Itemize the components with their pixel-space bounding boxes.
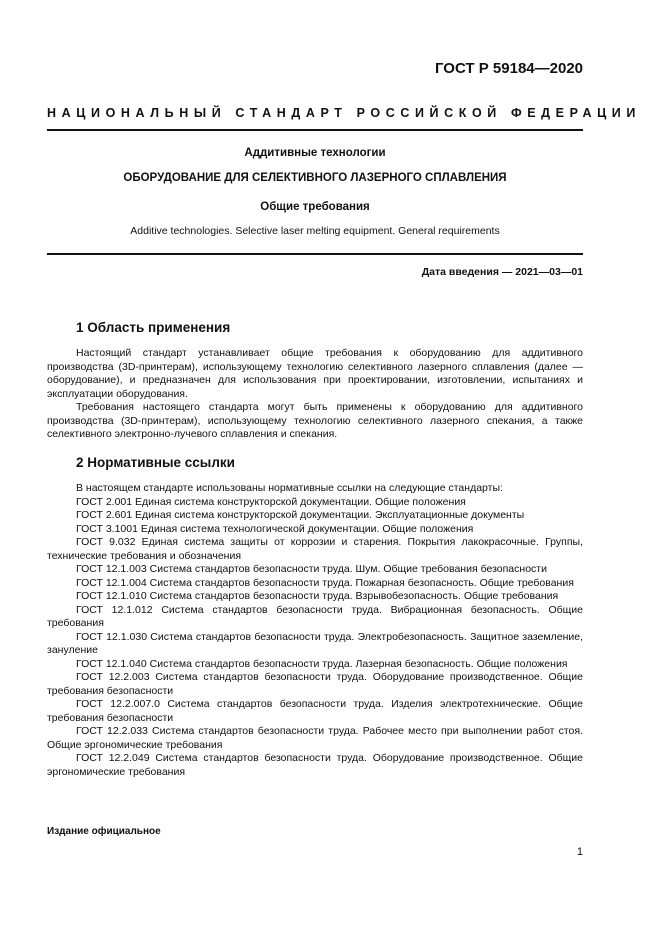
section-2-body [47,482,583,779]
reference-item: ГОСТ 2.601 Единая система конструкторской документации. Эксплуатационные документы [76,509,525,521]
reference-item: ГОСТ 12.1.030 Система стандартов безопасности труда. Электробезопасность. Защитное заземление, зануление [47,630,583,656]
reference-item: ГОСТ 12.2.033 Система стандартов безопасности труда. Рабочее место при выполнении работ стоя. Общие эргономические требования [47,725,583,751]
reference-item: ГОСТ 3.1001 Единая система технологической документации. Общие положения [76,522,474,535]
paragraph: Настоящий стандарт устанавливает общие требования к оборудованию для аддитивного производства (3D-принтерам), использующему технологию селективного лазерного сплавления (далее — оборудование), и предназначен для использования при проектировании, изготовлении, испытаниях и эксплуатации оборудования. [47,347,583,400]
reference-item: ГОСТ 12.1.003 Система стандартов безопасности труда. Шум. Общие требования безопасности [76,563,547,575]
reference-item: ГОСТ 12.1.010 Система стандартов безопасности труда. Взрывобезопасность. Общие требования [76,590,559,602]
title-english: Additive technologies. Selective laser melting equipment. General requirements [130,225,500,237]
national-standard-banner: НАЦИОНАЛЬНЫЙ СТАНДАРТ РОССИЙСКОЙ ФЕДЕРАЦИИ [47,106,641,120]
reference-item: ГОСТ 12.1.040 Система стандартов безопасности труда. Лазерная безопасность. Общие положения [76,657,568,670]
title-subject: Аддитивные технологии [244,147,386,159]
reference-item: ГОСТ 12.1.012 Система стандартов безопасности труда. Вибрационная безопасность. Общие требования [47,603,583,629]
edition-label: Издание официальное [47,826,161,837]
reference-item: ГОСТ 12.1.004 Система стандартов безопасности труда. Пожарная безопасность. Общие требования [76,576,574,589]
reference-item: ГОСТ 9.032 Единая система защиты от коррозии и старения. Покрытия лакокрасочные. Группы, технические требования и обозначения [47,536,583,562]
reference-item: ГОСТ 12.2.003 Система стандартов безопасности труда. Оборудование производственное. Общие требования безопасности [47,671,583,697]
paragraph: В настоящем стандарте использованы нормативные ссылки на следующие стандарты: [76,482,503,494]
section-1-body [47,347,583,442]
reference-item: ГОСТ 2.001 Единая система конструкторской документации. Общие положения [76,495,466,508]
title-sub: Общие требования [260,201,370,213]
section-1-heading: 1 Область применения [76,320,231,335]
top-divider [47,129,583,131]
reference-item: ГОСТ 12.2.049 Система стандартов безопасности труда. Оборудование производственное. Общие эргономические требования [47,752,583,778]
title-divider [47,253,583,255]
intro-date: Дата введения — 2021—03—01 [421,266,583,278]
reference-item: ГОСТ 12.2.007.0 Система стандартов безопасности труда. Изделия электротехнические. Общие требования безопасности [47,698,583,724]
title-main: ОБОРУДОВАНИЕ ДЛЯ СЕЛЕКТИВНОГО ЛАЗЕРНОГО СПЛАВЛЕНИЯ [123,172,507,184]
section-2-heading: 2 Нормативные ссылки [76,455,235,470]
gost-code: ГОСТ Р 59184—2020 [434,60,583,77]
page-number: 1 [576,846,583,858]
paragraph: Требования настоящего стандарта могут быть применены к оборудованию для аддитивного производства (3D-принтерам), использующему технологию селективного лазерного спекания, а также селективного электронно-лучевого сплавления и спекания. [47,401,583,440]
